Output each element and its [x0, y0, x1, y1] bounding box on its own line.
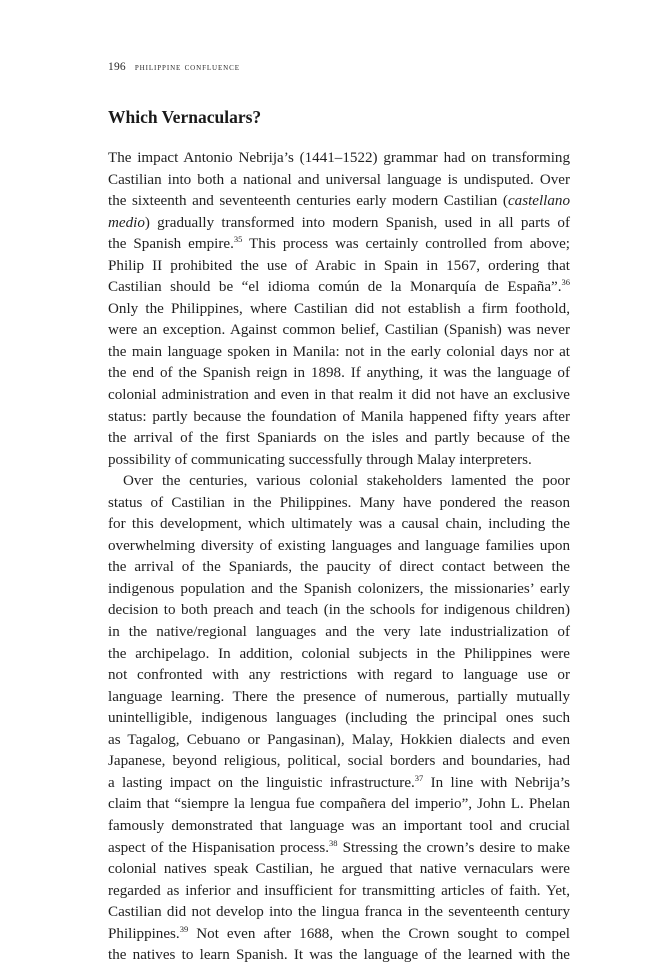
running-head [108, 61, 240, 73]
text-run: Castilian did not develop into the lingua franca in the seventeenth century [108, 904, 570, 921]
text-run: This process was certainly controlled from above; [242, 236, 571, 253]
text-line [108, 191, 570, 213]
text-line [108, 148, 570, 170]
text-run: status: partly because the foundation of Manila happened fifty years after [108, 408, 570, 425]
text-run: claim that “siempre la lengua fue compañera del imperio”, John L. Phelan [108, 796, 570, 813]
text-run: Japanese, beyond religious, political, social borders and boundaries, had [108, 753, 570, 770]
text-line [108, 514, 570, 536]
running-head-title: philippine confluence [134, 62, 240, 73]
section-heading: Which Vernaculars? [108, 107, 262, 127]
text-run: In line with Nebrija’s [423, 774, 570, 791]
text-run: Not even after 1688, when the Crown sought to compel [188, 925, 570, 942]
text-line [108, 579, 570, 601]
text-line [108, 342, 570, 364]
text-run: ) gradually transformed into modern Spanish, used in all parts of [144, 214, 570, 231]
text-run: Stressing the crown’s desire to make [337, 839, 570, 856]
text-line [108, 471, 570, 493]
text-line [108, 730, 570, 752]
text-run: a lasting impact on the linguistic infrastructure. [108, 774, 415, 791]
text-run: in the native/regional languages and the very late industrialization of [108, 624, 570, 641]
text-line [108, 428, 570, 450]
text-run: Over the centuries, various colonial stakeholders lamented the poor [123, 473, 570, 490]
text-run: the sixteenth and seventeenth centuries early modern Castilian ( [108, 193, 508, 210]
text-line [108, 407, 570, 429]
text-line [108, 924, 570, 946]
text-run: famously demonstrated that language was an important tool and crucial [108, 817, 570, 834]
text-run: for this development, which ultimately was a causal chain, including the [108, 516, 570, 533]
text-run: Philip II prohibited the use of Arabic in Spain in 1567, ordering that [108, 257, 570, 274]
italic-text: castellano [507, 193, 570, 210]
text-run: the Spanish empire. [108, 236, 234, 253]
footnote-marker: 37 [414, 772, 424, 783]
text-run: the natives to learn Spanish. It was the language of the learned with the [108, 947, 570, 964]
text-line [108, 170, 570, 192]
text-line [108, 320, 570, 342]
text-line [108, 557, 570, 579]
text-line [108, 708, 570, 730]
text-line [108, 902, 570, 924]
text-run: not confronted with any restrictions with regard to language use or [108, 667, 570, 684]
text-line [108, 622, 570, 644]
text-run: status of Castilian in the Philippines. Many have pondered the reason [108, 494, 570, 511]
text-line [108, 665, 570, 687]
text-run: The impact Antonio Nebrija’s (1441–1522) grammar had on transforming [108, 150, 570, 166]
text-line [108, 687, 570, 709]
footnote-marker: 35 [233, 234, 243, 245]
text-line [108, 859, 570, 881]
text-run: aspect of the Hispanisation process. [108, 839, 330, 856]
text-run: were an exception. Against common belief, Castilian (Spanish) was never [108, 322, 570, 339]
text-line [108, 256, 570, 278]
text-run: Castilian into both a national and universal language is undisputed. Over [108, 171, 570, 188]
text-run: Castilian should be “el idioma común de la Monarquía de España”. [108, 279, 562, 296]
text-line [108, 493, 570, 515]
page-number: 196 [108, 61, 126, 73]
text-run: Philippines. [108, 925, 180, 942]
text-line [108, 838, 570, 860]
text-line [108, 794, 570, 816]
text-line [108, 773, 570, 795]
text-line [108, 277, 570, 299]
text-line [108, 363, 570, 385]
text-line [108, 536, 570, 558]
text-run: the main language spoken in Manila: not in the early colonial days nor at [108, 343, 570, 360]
text-line [108, 644, 570, 666]
body-text [108, 148, 570, 967]
text-run: the archipelago. In addition, colonial subjects in the Philippines were [108, 645, 570, 662]
text-line [108, 751, 570, 773]
italic-text: medio [108, 214, 145, 231]
text-run: regarded as inferior and insufficient for transmitting articles of faith. Yet, [108, 882, 570, 899]
footnote-marker: 38 [329, 837, 338, 848]
text-run: colonial administration and even in that realm it did not have an exclusive [108, 387, 570, 404]
text-run: the arrival of the Spaniards, the paucity of direct contact between the [108, 559, 570, 576]
text-run: colonial natives speak Castilian, he argued that native vernaculars were [108, 861, 570, 878]
text-run: possibility of communicating successfully through Malay interpreters. [108, 451, 532, 468]
text-line [108, 385, 570, 407]
text-run: the arrival of the first Spaniards on the isles and partly because of the [108, 430, 570, 447]
text-line [108, 945, 570, 967]
text-run: the end of the Spanish reign in 1898. If anything, it was the language of [108, 365, 570, 382]
text-line [108, 600, 570, 622]
text-run: as Tagalog, Cebuano or Pangasinan), Malay, Hokkien dialects and even [108, 731, 570, 748]
text-run: decision to both preach and teach (in the schools for indigenous children) [108, 602, 570, 619]
text-line [108, 234, 570, 256]
text-run: indigenous population and the Spanish colonizers, the missionaries’ early [108, 580, 570, 597]
text-run: unintelligible, indigenous languages (including the principal ones such [108, 710, 570, 727]
text-run: overwhelming diversity of existing languages and language families upon [108, 537, 570, 554]
footnote-marker: 36 [561, 277, 570, 288]
footnote-marker: 39 [179, 923, 189, 934]
text-line [108, 299, 570, 321]
text-run: Only the Philippines, where Castilian did not establish a firm foothold, [108, 300, 570, 317]
text-line [108, 881, 570, 903]
text-line [108, 213, 570, 235]
text-line [108, 816, 570, 838]
text-line [108, 450, 570, 472]
text-run: language learning. There the presence of numerous, partially mutually [108, 688, 570, 705]
